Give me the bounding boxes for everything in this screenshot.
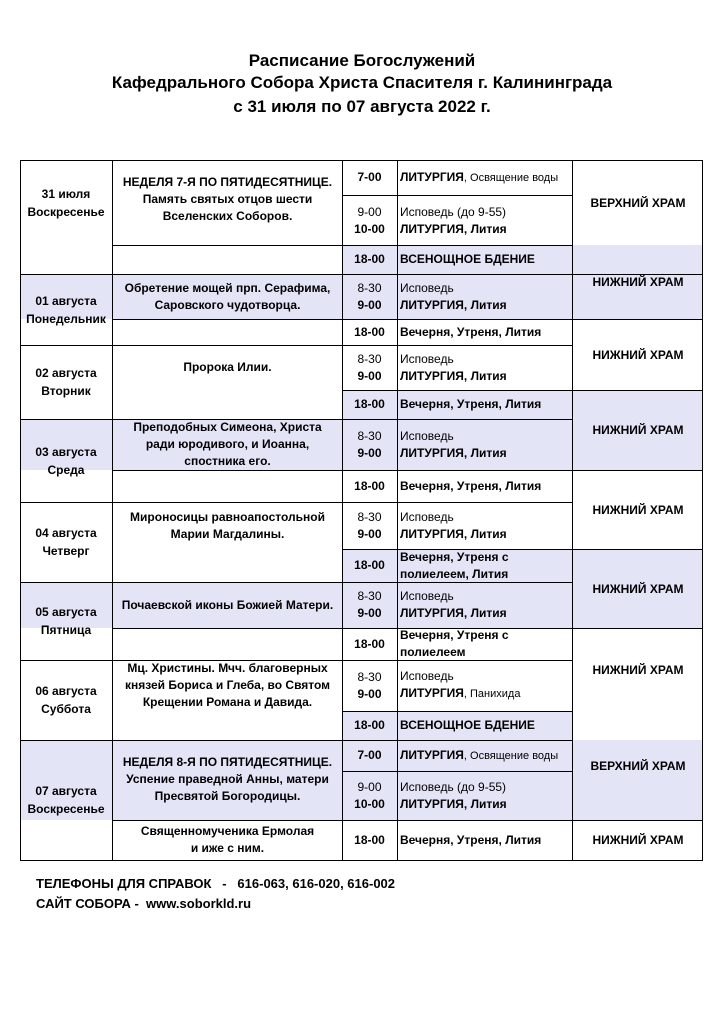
temple-cell: НИЖНИЙ ХРАМ — [592, 347, 684, 362]
feast-cell: Мироносицы равноапостольной Марии Магдалины. — [130, 509, 325, 541]
feast-cell: Священномученика Ермолая и иже с ним. — [140, 824, 315, 855]
service-cell: Исповедь ЛИТУРГИЯ, Панихида — [400, 669, 521, 700]
time-cell: 18-00 — [354, 397, 385, 411]
feast-cell: Пророка Илии. — [183, 360, 272, 374]
website-info: САЙТ СОБОРА - www.soborkld.ru — [36, 896, 252, 911]
service-cell: Вечерня, Утреня, Лития — [400, 832, 542, 847]
service-cell: Исповедь ЛИТУРГИЯ, Лития — [400, 351, 507, 383]
cathedral-name: Кафедрального Собора Христа Спасителя г. Калининграда — [111, 73, 613, 92]
service-cell: ЛИТУРГИЯ, Освящение воды — [400, 747, 559, 762]
temple-cell: НИЖНИЙ ХРАМ — [592, 581, 684, 596]
service-cell: Исповедь ЛИТУРГИЯ, Лития — [400, 589, 507, 620]
time-cell: 8-30 9-00 — [357, 428, 382, 460]
service-cell: Вечерня, Утреня, Лития — [400, 397, 542, 411]
service-cell: ЛИТУРГИЯ, Освящение воды — [400, 169, 559, 184]
time-cell: 8-30 9-00 — [357, 509, 382, 541]
day-label: 06 августа Суббота — [35, 684, 97, 716]
temple-cell: ВЕРХНИЙ ХРАМ — [590, 195, 686, 210]
day-label: 31 июля Воскресенье — [27, 186, 105, 219]
service-cell: ВСЕНОЩНОЕ БДЕНИЕ — [400, 718, 535, 732]
time-cell: 7-00 — [357, 170, 382, 184]
service-cell: Вечерня, Утреня, Лития — [400, 478, 542, 493]
time-cell: 18-00 — [354, 558, 385, 572]
feast-cell: Мц. Христины. Мчч. благоверных князей Бориса и Глеба, во Святом Крещении Романа и Давида. — [124, 661, 331, 709]
schedule-table — [20, 160, 703, 860]
time-cell: 18-00 — [354, 832, 385, 847]
service-cell: Исповедь (до 9-55) ЛИТУРГИЯ, Лития — [400, 204, 507, 236]
time-cell: 8-30 9-00 — [357, 669, 382, 701]
time-cell: 8-30 9-00 — [357, 351, 382, 383]
time-cell: 7-00 — [357, 748, 382, 762]
service-cell: Исповедь ЛИТУРГИЯ, Лития — [400, 509, 507, 541]
schedule-title: Расписание Богослужений — [248, 51, 476, 70]
phones-info: ТЕЛЕФОНЫ ДЛЯ СПРАВОК - 616-063, 616-020, 616-002 — [36, 876, 396, 891]
time-cell: 8-30 9-00 — [357, 589, 382, 620]
service-cell: Вечерня, Утреня с полиелеем — [400, 628, 509, 659]
service-cell: Исповедь (до 9-55) ЛИТУРГИЯ, Лития — [400, 779, 507, 811]
day-label: 01 августа Понедельник — [26, 293, 106, 326]
feast-cell: Обретение мощей прп. Серафима, Саровского чудотворца. — [124, 280, 331, 312]
service-cell: Исповедь ЛИТУРГИЯ, Лития — [400, 280, 507, 312]
temple-cell: НИЖНИЙ ХРАМ — [592, 833, 684, 847]
time-cell: 8-30 9-00 — [357, 280, 382, 312]
temple-cell: НИЖНИЙ ХРАМ — [592, 502, 684, 517]
day-label: 05 августа Пятница — [35, 605, 97, 637]
day-label: 04 августа Четверг — [35, 526, 97, 558]
time-cell: 18-00 — [354, 324, 385, 339]
temple-cell: НИЖНИЙ ХРАМ — [592, 662, 684, 677]
day-label: 07 августа Воскресенье — [27, 784, 105, 816]
date-range: с 31 июля по 07 августа 2022 г. — [233, 97, 491, 116]
feast-cell: Преподобных Симеона, Христа ради юродивого, и Иоанна, спостника его. — [133, 420, 322, 468]
feast-cell: Почаевской иконы Божией Матери. — [121, 597, 334, 612]
temple-cell: ВЕРХНИЙ ХРАМ — [590, 758, 686, 773]
time-cell: 9-00 10-00 — [354, 204, 385, 236]
day-label: 03 августа Среда — [35, 444, 97, 477]
service-cell: Вечерня, Утреня с полиелеем, Лития — [400, 549, 509, 581]
day-label: 02 августа Вторник — [35, 366, 97, 398]
time-cell: 9-00 10-00 — [354, 779, 385, 811]
temple-cell: НИЖНИЙ ХРАМ — [592, 423, 684, 437]
service-cell: Исповедь ЛИТУРГИЯ, Лития — [400, 428, 507, 460]
service-cell: ВСЕНОЩНОЕ БДЕНИЕ — [400, 252, 535, 266]
time-cell: 18-00 — [354, 718, 385, 732]
time-cell: 18-00 — [354, 636, 385, 651]
feast-cell: НЕДЕЛЯ 7-Я ПО ПЯТИДЕСЯТНИЦЕ. Память святых отцов шести Вселенских Соборов. — [122, 175, 333, 223]
feast-cell: НЕДЕЛЯ 8-Я ПО ПЯТИДЕСЯТНИЦЕ. Успение праведной Анны, матери Пресвятой Богородицы. — [122, 755, 333, 803]
temple-cell: НИЖНИЙ ХРАМ — [592, 275, 684, 289]
service-cell: Вечерня, Утреня, Лития — [400, 324, 542, 339]
time-cell: 18-00 — [354, 478, 385, 493]
time-cell: 18-00 — [354, 252, 385, 266]
